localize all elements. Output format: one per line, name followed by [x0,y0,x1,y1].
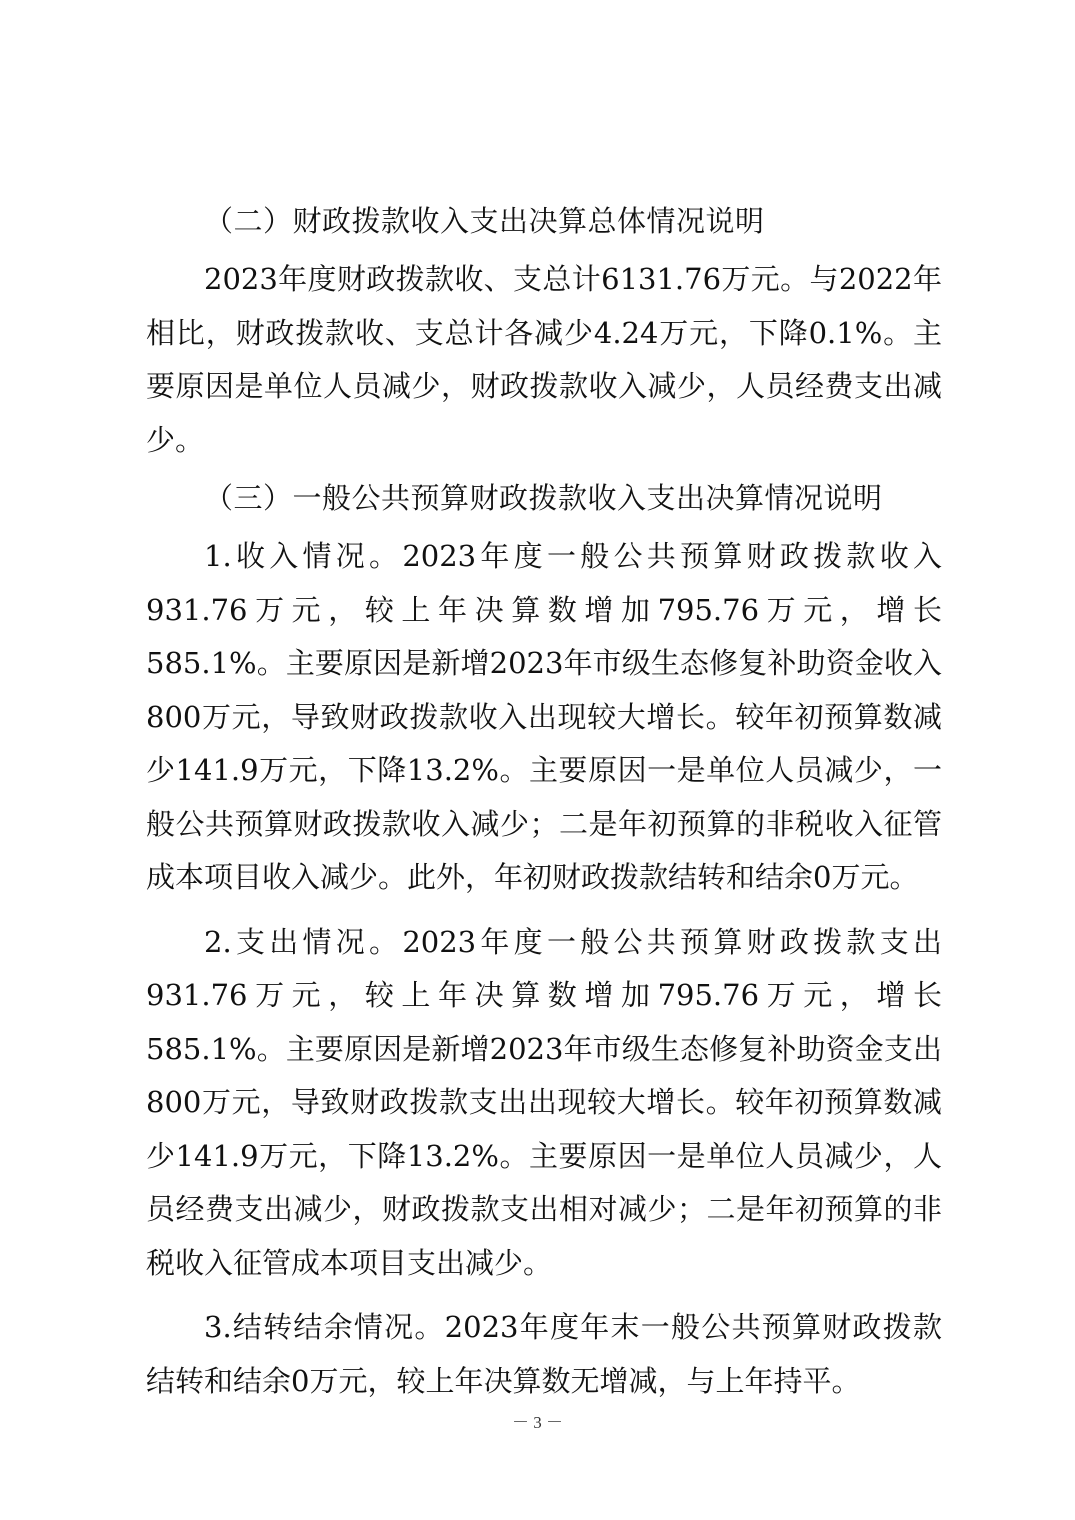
document-body [146,190,942,1408]
page-number: － 3 － [512,1413,563,1432]
paragraph-expenditure: 2.支出情况。2023年度一般公共预算财政拨款支出931.76万元，较上年决算数增加795.76万元，增长585.1%。主要原因是新增2023年市级生态修复补助资金支出800万元，导致财政拨款支出出现较大增长。较年初预算数减少141.9万元，下降13.2%。主要原因一是单位人员减少，人员经费支出减少，财政拨款支出相对减少；二是年初预算的非税收入征管成本项目支出减少。 [146,924,942,1280]
section-heading-3: （三）一般公共预算财政拨款收入支出决算情况说明 [204,481,883,515]
section-heading-2: （二）财政拨款收入支出决算总体情况说明 [204,204,765,238]
paragraph-carryover: 3.结转结余情况。2023年度年末一般公共预算财政拨款结转和结余0万元，较上年决算数无增减，与上年持平。 [146,1310,942,1398]
paragraph-overall-summary: 2023年度财政拨款收、支总计6131.76万元。与2022年相比，财政拨款收、支总计各减少4.24万元，下降0.1%。主要原因是单位人员减少，财政拨款收入减少，人员经费支出减少。 [146,262,942,457]
paragraph-income: 1.收入情况。2023年度一般公共预算财政拨款收入931.76万元，较上年决算数增加795.76万元，增长585.1%。主要原因是新增2023年市级生态修复补助资金收入800万元，导致财政拨款收入出现较大增长。较年初预算数减少141.9万元，下降13.2%。主要原因一是单位人员减少，一般公共预算财政拨款收入减少；二是年初预算的非税收入征管成本项目收入减少。此外，年初财政拨款结转和结余0万元。 [146,539,942,894]
